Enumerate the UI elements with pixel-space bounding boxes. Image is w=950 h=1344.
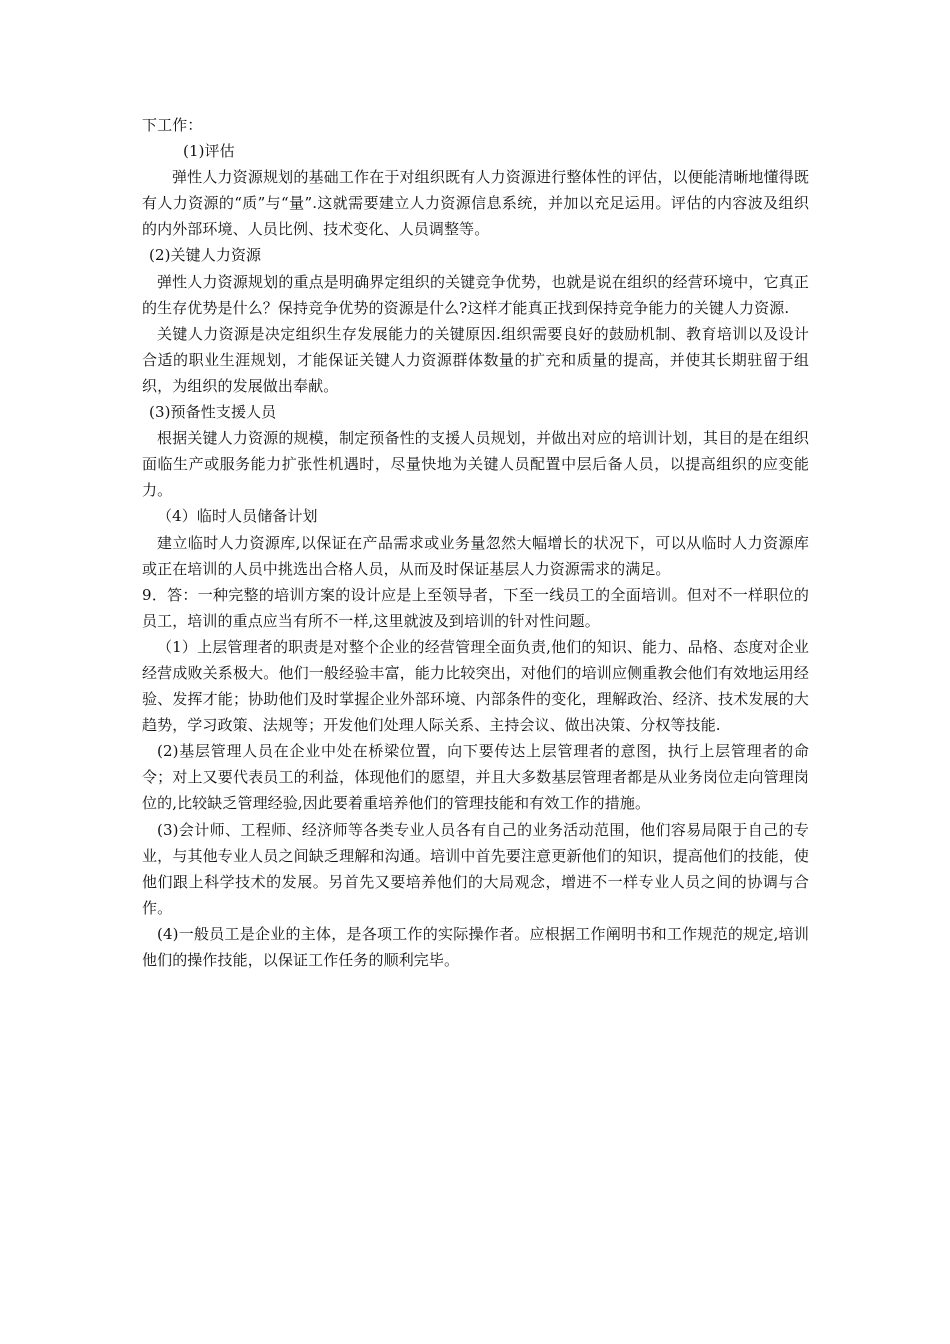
heading-evaluation: (1)评估 bbox=[183, 142, 235, 161]
paragraph-key-hr-1: 弹性人力资源规划的重点是明确界定组织的关键竞争优势，也就是说在组织的经营环境中，它真正的生存优势是什么？保持竞争优势的资源是什么?这样才能真正找到保持竞争能力的关键人力资源. bbox=[142, 272, 809, 317]
paragraph-general-staff: (4)一般员工是企业的主体，是各项工作的实际操作者。应根据工作阐明书和工作规范的规定,培训他们的操作技能，以保证工作任务的顺利完毕。 bbox=[142, 924, 809, 969]
paragraph-base-managers: (2)基层管理人员在企业中处在桥梁位置，向下要传达上层管理者的意图，执行上层管理者的命令；对上又要代表员工的利益，体现他们的愿望，并且大多数基层管理者都是从业务岗位走向管理岗位的,比较缺乏管理经验,因此要着重培养他们的管理技能和有效工作的措施。 bbox=[142, 742, 809, 813]
paragraph-professionals: (3)会计师、工程师、经济师等各类专业人员各有自己的业务活动范围，他们容易局限于自己的专业，与其他专业人员之间缺乏理解和沟通。培训中首先要注意更新他们的知识，提高他们的技能，使他们跟上科学技术的发展。另首先又要培养他们的大局观念，增进不一样专业人员之间的协调与合作。 bbox=[142, 820, 809, 917]
heading-key-hr: (2)关键人力资源 bbox=[149, 246, 262, 265]
heading-reserve-support: (3)预备性支援人员 bbox=[149, 403, 277, 422]
paragraph-temp-reserve: 建立临时人力资源库,以保证在产品需求或业务量忽然大幅增长的状况下，可以从临时人力资源库或正在培训的人员中挑选出合格人员，从而及时保证基层人力资源需求的满足。 bbox=[142, 533, 809, 578]
paragraph-top-managers: （1）上层管理者的职责是对整个企业的经营管理全面负责,他们的知识、能力、品格、态度对企业经营成败关系极大。他们一般经验丰富，能力比较突出，对他们的培训应侧重教会他们有效地运用经验、发挥才能；协助他们及时掌握企业外部环境、内部条件的变化，理解政治、经济、技术发展的大趋势，学习政策、法规等；开发他们处理人际关系、主持会议、做出决策、分权等技能. bbox=[142, 637, 809, 735]
heading-temp-reserve: （4）临时人员储备计划 bbox=[157, 507, 318, 526]
document-body bbox=[142, 112, 809, 973]
paragraph-continuation: 下工作： bbox=[142, 116, 203, 134]
paragraph-key-hr-2: 关键人力资源是决定组织生存发展能力的关键原因.组织需要良好的鼓励机制、教育培训以及设计合适的职业生涯规划，才能保证关键人力资源群体数量的扩充和质量的提高，并使其长期驻留于组织，为组织的发展做出奉献。 bbox=[142, 324, 809, 395]
paragraph-evaluation: 弹性人力资源规划的基础工作在于对组织既有人力资源进行整体性的评估，以便能清晰地懂得既有人力资源的“质”与“量”.这就需要建立人力资源信息系统，并加以充足运用。评估的内容波及组织的内外部环境、人员比例、技术变化、人员调整等。 bbox=[142, 168, 809, 239]
answer-9-intro: 9．答：一种完整的培训方案的设计应是上至领导者，下至一线员工的全面培训。但对不一样职位的员工，培训的重点应当有所不一样,这里就波及到培训的针对性问题。 bbox=[142, 585, 809, 630]
paragraph-reserve-support: 根据关键人力资源的规模，制定预备性的支援人员规划，并做出对应的培训计划，其目的是在组织面临生产或服务能力扩张性机遇时，尽量快地为关键人员配置中层后备人员，以提高组织的应变能力。 bbox=[142, 429, 809, 500]
